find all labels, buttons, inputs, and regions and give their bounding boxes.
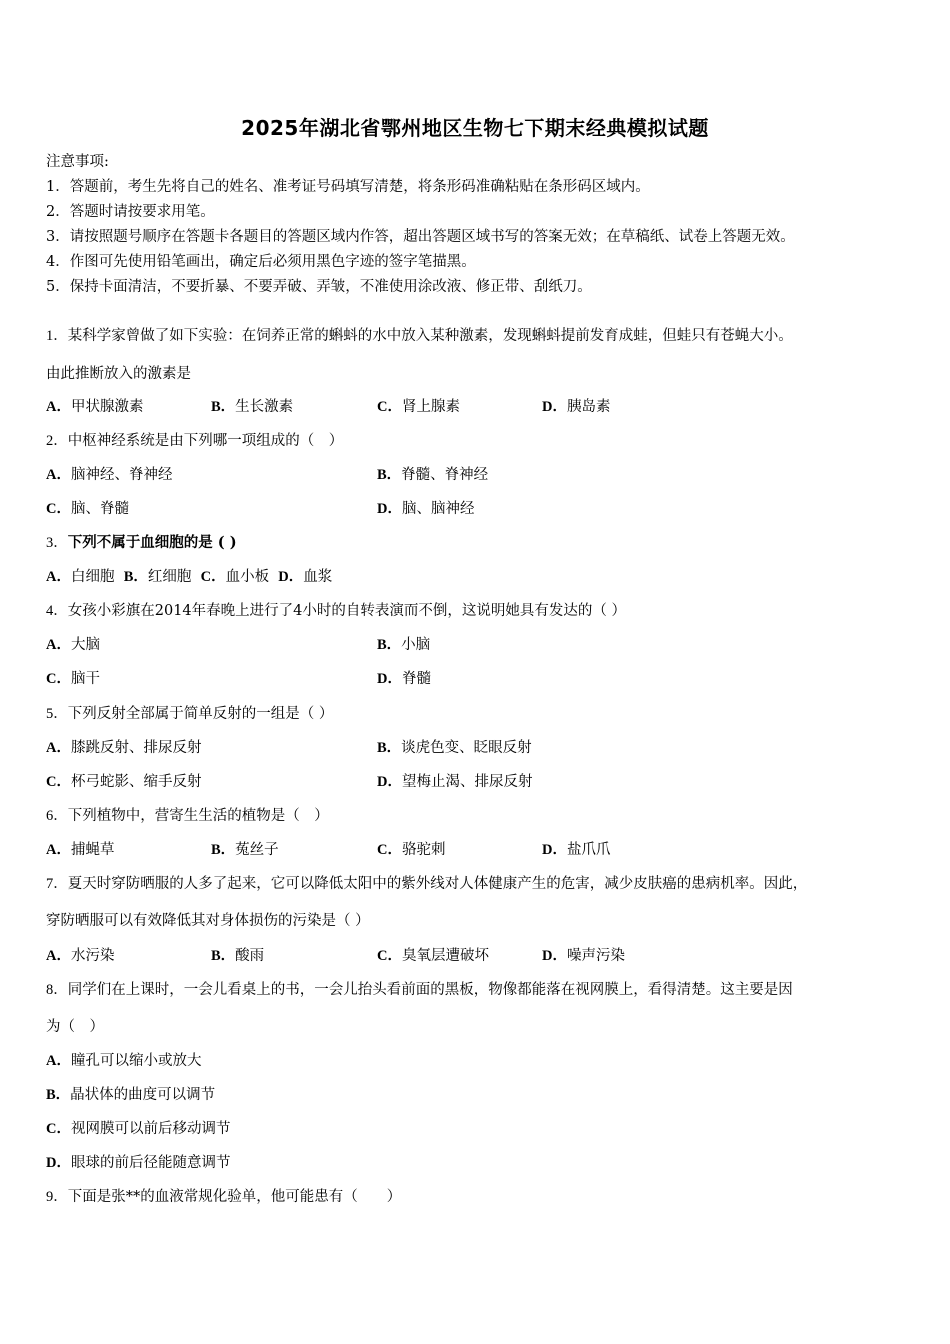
question-number: 1． [46,328,68,344]
notice-item: 3．请按照题号顺序在答题卡各题目的答题区域内作答，超出答题区域书写的答案无效；在草稿纸、试卷上答题无效。 [46,229,795,245]
q6-option-b: B．菟丝子 [211,842,279,858]
q4-option-b: B．小脑 [377,637,431,653]
question-8-line-1: 8．同学们在上课时，一会儿看桌上的书，一会儿抬头看前面的黑板，物像都能落在视网膜上，看得清楚。这主要是因 [46,982,793,998]
notice-item: 2．答题时请按要求用笔。 [46,204,215,220]
question-6: 6．下列植物中，营寄生生活的植物是（ ） [46,808,329,824]
notice-heading: 注意事项: [46,154,109,170]
q1-option-d: D．胰岛素 [542,399,611,415]
page-title: 2025年湖北省鄂州地区生物七下期末经典模拟试题 [241,116,709,140]
q4-option-c: C．脑干 [46,671,100,687]
question-8-line-2: 为（ ） [46,1019,104,1035]
q4-option-d: D．脊髓 [377,671,431,687]
q7-option-c: C．臭氧层遭破坏 [377,948,489,964]
question-7-line-2: 穿防晒服可以有效降低其对身体损伤的污染是（ ） [46,913,370,929]
q5-option-b: B．谈虎色变、眨眼反射 [377,740,532,756]
q1-option-b: B．生长激素 [211,399,294,415]
q5-option-c: C．杯弓蛇影、缩手反射 [46,774,202,790]
q1-option-c: C．肾上腺素 [377,399,460,415]
q8-option-d: D．眼球的前后径能随意调节 [46,1155,231,1171]
q7-option-b: B．酸雨 [211,948,265,964]
q2-option-c: C．脑、脊髓 [46,501,129,517]
q5-option-d: D．望梅止渴、排尿反射 [377,774,533,790]
q6-option-a: A．捕蝇草 [46,842,115,858]
q8-option-a: A．瞳孔可以缩小或放大 [46,1053,202,1069]
question-text: 某科学家曾做了如下实验：在饲养正常的蝌蚪的水中放入某种激素，发现蝌蚪提前发育成蛙，但蛙只有苍蝇大小。 [67,328,793,344]
q6-option-d: D．盐爪爪 [542,842,611,858]
question-1-line-1 [46,326,793,346]
q5-option-a: A．膝跳反射、排尿反射 [46,740,202,756]
notice-item: 4．作图可先使用铅笔画出，确定后必须用黑色字迹的签字笔描黑。 [46,254,476,270]
q7-option-a: A．水污染 [46,948,115,964]
question-5: 5．下列反射全部属于简单反射的一组是（ ） [46,706,334,722]
q6-option-c: C．骆驼刺 [377,842,446,858]
q7-option-d: D．噪声污染 [542,948,625,964]
question-1-line-2: 由此推断放入的激素是 [46,366,191,382]
question-2: 2．中枢神经系统是由下列哪一项组成的（ ） [46,433,344,449]
q1-option-a: A．甲状腺激素 [46,399,144,415]
q4-option-a: A．大脑 [46,637,100,653]
q3-options: A．白细胞 B．红细胞 C．血小板 D．血浆 [46,569,333,585]
q8-option-c: C．视网膜可以前后移动调节 [46,1121,231,1137]
notice-item: 1．答题前，考生先将自己的姓名、准考证号码填写清楚，将条形码准确粘贴在条形码区域内。 [46,179,650,195]
question-9: 9．下面是张**的血液常规化验单，他可能患有（ ） [46,1189,402,1205]
q8-option-b: B．晶状体的曲度可以调节 [46,1087,216,1103]
q2-option-b: B．脊髓、脊神经 [377,467,489,483]
notice-item: 5．保持卡面清洁，不要折暴、不要弄破、弄皱，不准使用涂改液、修正带、刮纸刀。 [46,279,592,295]
q2-option-d: D．脑、脑神经 [377,501,475,517]
question-7-line-1: 7．夏天时穿防晒服的人多了起来，它可以降低太阳中的紫外线对人体健康产生的危害，减少皮肤癌的患病机率。因此， [46,876,808,892]
question-4: 4．女孩小彩旗在2014年春晚上进行了4小时的自转表演而不倒，这说明她具有发达的（ ） [46,603,626,619]
q2-option-a: A．脑神经、脊神经 [46,467,173,483]
question-3: 3．下列不属于血细胞的是 ( ) [46,534,237,551]
